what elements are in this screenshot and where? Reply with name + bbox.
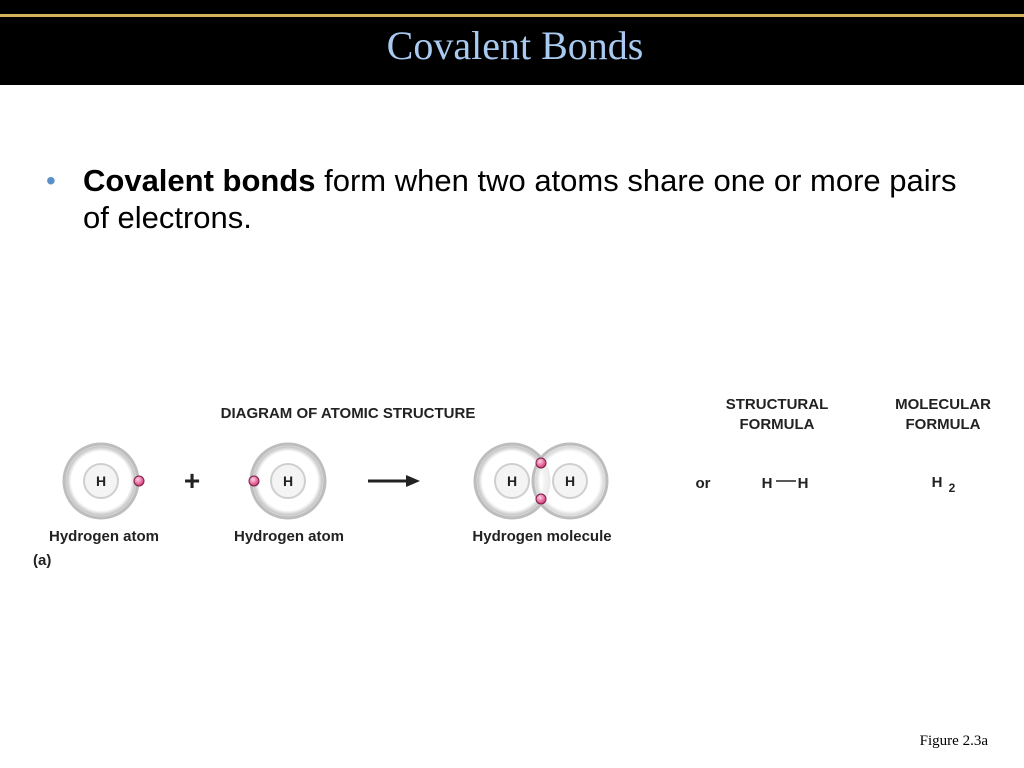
covalent-bond-figure [0,380,1024,600]
molecular-formula [932,474,956,495]
or-label: or [695,475,711,492]
figure-svg [0,380,1024,600]
atom-symbol: H [506,473,518,489]
shared-electron-bottom [536,494,546,504]
atom-symbol: H [564,473,576,489]
atom-symbol: H [282,473,294,489]
hydrogen-atom-1 [64,444,144,518]
hydrogen-molecule [475,444,607,518]
header-structural-line2: FORMULA [739,416,815,433]
slide-title: Covalent Bonds [386,23,644,68]
structural-atom-left: H [761,475,773,492]
bullet-list [46,162,966,236]
shared-electron-top [536,458,546,468]
bullet-item [46,162,966,236]
label-hydrogen-molecule: Hydrogen molecule [472,528,612,545]
plus-sign: + [183,465,201,496]
header-atomic-structure: DIAGRAM OF ATOMIC STRUCTURE [220,405,476,422]
title-accent-rule [0,14,1024,17]
structural-atom-right: H [797,475,809,492]
bullet-definition: form when two atoms share one or more pairs of electrons. [83,163,957,235]
atom-symbol: H [95,473,107,489]
electron [134,476,144,486]
reaction-arrow-icon [368,475,420,487]
structural-formula [762,475,809,492]
panel-label: (a) [33,552,52,569]
label-hydrogen-atom-1: Hydrogen atom [48,528,160,545]
molecular-symbol: H [931,474,943,491]
title-bar [0,0,1024,85]
bullet-term: Covalent bonds [83,163,316,198]
electron [249,476,259,486]
bullet-marker: • [46,165,56,196]
header-molecular-line1: MOLECULAR [895,396,991,413]
hydrogen-atom-2 [249,444,325,518]
label-hydrogen-atom-2: Hydrogen atom [233,528,345,545]
figure-caption: Figure 2.3a [919,733,988,749]
header-molecular-line2: FORMULA [905,416,981,433]
header-structural-line1: STRUCTURAL [725,396,829,413]
molecular-subscript: 2 [948,481,956,495]
